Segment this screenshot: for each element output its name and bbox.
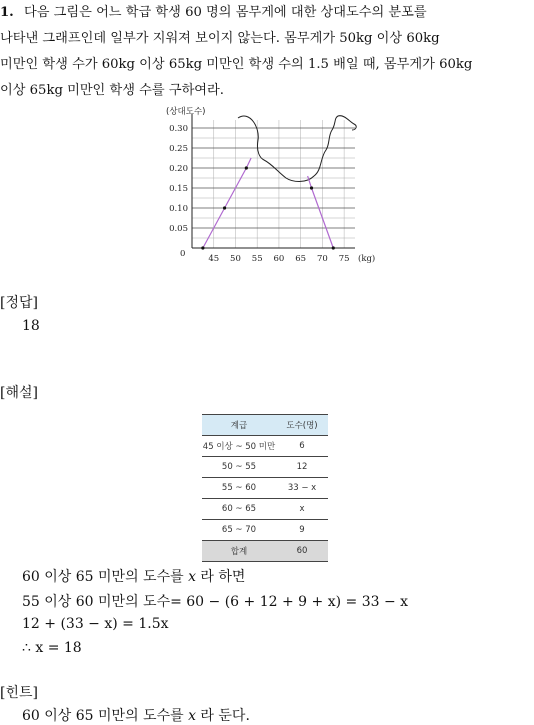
y-tick-label: 0.05 <box>169 224 188 234</box>
frequency-table <box>202 414 328 562</box>
x-tick-label: 50 <box>230 254 241 264</box>
hint-heading: [힌트] <box>0 685 38 701</box>
x-tick-label: 45 <box>208 254 220 264</box>
y-tick-label: 0.10 <box>169 204 188 214</box>
problem-line-3: 미만인 학생 수가 60kg 이상 65kg 미만인 학생 수의 1.5 배일 때, 몸무게가 60kg <box>0 57 473 72</box>
y-axis-label: (상대도수) <box>166 107 206 117</box>
table-row: 65 ~ 70 9 <box>202 520 328 541</box>
header-class: 계급 <box>202 415 276 436</box>
data-point <box>223 206 226 209</box>
tick-labels <box>166 106 375 264</box>
header-frequency: 도수(명) <box>276 415 328 436</box>
relative-frequency-graph <box>160 100 375 270</box>
y-tick-label: 0.25 <box>169 144 188 154</box>
solution-line-4: ∴ x = 18 <box>22 640 82 656</box>
table-header-row <box>202 415 328 436</box>
hint-text: 60 이상 65 미만의 도수를 x 라 둔다. <box>22 708 250 724</box>
problem-text <box>0 0 534 104</box>
x-tick-label: 70 <box>316 254 328 264</box>
series-line-left <box>203 158 251 248</box>
data-point <box>310 186 313 189</box>
explanation-heading: [해설] <box>0 385 38 401</box>
table-row: 50 ~ 55 12 <box>202 457 328 478</box>
table-row: 45 이상 ~ 50 미만 6 <box>202 436 328 457</box>
solution-line-3: 12 + (33 − x) = 1.5x <box>22 616 169 632</box>
x-tick-label: 60 <box>273 254 285 264</box>
x-tick-label: 75 <box>338 254 350 264</box>
y-tick-label: 0.15 <box>169 184 188 194</box>
table-row: 60 ~ 65 x <box>202 499 328 520</box>
problem-line-4: 이상 65kg 미만인 학생 수를 구하여라. <box>0 83 224 98</box>
problem-number: 1. <box>0 5 14 20</box>
problem-line-2: 나타낸 그래프인데 일부가 지워져 보이지 않는다. 몸무게가 50kg 이상 60kg <box>0 31 440 46</box>
solution-line-2: 55 이상 60 미만의 도수= 60 − (6 + 12 + 9 + x) = 33 − x <box>22 594 409 610</box>
problem-line-1: 1. 다음 그림은 어느 학급 학생 60 명의 몸무게에 대한 상대도수의 분포를 <box>0 5 427 20</box>
origin-label: 0 <box>180 249 186 259</box>
x-axis-label: (kg) <box>358 254 375 264</box>
y-tick-label: 0.30 <box>169 124 188 134</box>
answer-heading: [정답] <box>0 295 38 311</box>
answer-value: 18 <box>22 318 40 334</box>
x-tick-label: 55 <box>251 254 263 264</box>
table-total-row: 합계 60 <box>202 541 328 562</box>
data-point <box>245 166 248 169</box>
data-point <box>201 246 204 249</box>
x-tick-label: 65 <box>295 254 307 264</box>
table-row: 55 ~ 60 33 − x <box>202 478 328 499</box>
solution-line-1: 60 이상 65 미만의 도수를 x 라 하면 <box>22 569 246 585</box>
data-point <box>332 246 335 249</box>
y-tick-label: 0.20 <box>169 164 188 174</box>
